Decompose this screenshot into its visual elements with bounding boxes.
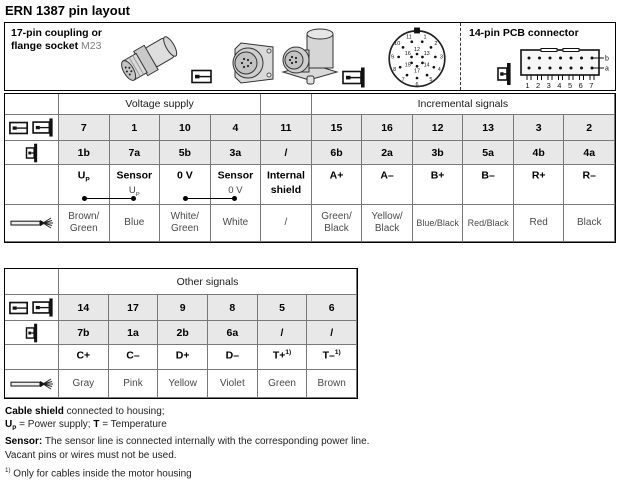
m23-pin-cell: 4 — [211, 115, 262, 141]
flange-view-icon — [342, 67, 367, 88]
svg-text:4: 4 — [437, 66, 441, 73]
section-divider — [460, 23, 461, 90]
signal-cell: R– — [564, 165, 615, 205]
signal-cell: C– — [109, 345, 159, 370]
wire-color-cell: Pink — [109, 370, 159, 398]
pcb-pin-cell: 3b — [413, 141, 464, 165]
pcb-pin-cell: 5a — [463, 141, 514, 165]
svg-text:7: 7 — [401, 77, 405, 83]
wire-color-cell: Blue/Black — [413, 205, 464, 242]
signal-cell: C+ — [59, 345, 109, 370]
pcb-pin-cell: 6a — [208, 321, 258, 345]
signal-cell: T+$^{1)}$ — [258, 345, 308, 370]
angular-flange-socket-illustration — [277, 26, 341, 88]
svg-text:8: 8 — [393, 66, 397, 73]
m23-pin-cell: 14 — [59, 295, 109, 321]
m23-pin-cell: 6 — [307, 295, 357, 321]
m23-pin-cell: 10 — [160, 115, 211, 141]
pcb-pin-cell: 1b — [59, 141, 110, 165]
svg-text:17: 17 — [413, 68, 421, 75]
other-signals-table — [4, 268, 358, 399]
mating-view-icon — [9, 301, 29, 315]
note-sensor: Sensor: The sensor line is connected internally with the corresponding power line. — [5, 436, 370, 448]
pcb-pin-cell: 3a — [211, 141, 262, 165]
footnote: $^{1)}$ Only for cables inside the motor housing — [5, 467, 192, 480]
m23-pin-cell: 5 — [258, 295, 308, 321]
wire-color-cell: White/ Green — [160, 205, 211, 242]
wire-color-cell: Yellow — [158, 370, 208, 398]
m23-pin-cell: 17 — [109, 295, 159, 321]
incremental-signals-header: Incremental signals — [312, 94, 615, 115]
pcb-view-icon — [25, 142, 39, 164]
m23-pin-cell: 2 — [564, 115, 615, 141]
coupling-connector-illustration — [113, 28, 191, 86]
svg-text:13: 13 — [423, 50, 430, 57]
pcb-pin-cell: 4b — [514, 141, 565, 165]
sensor-up-link — [83, 198, 135, 199]
flange-view-icon — [32, 118, 55, 137]
voltage-supply-header: Voltage supply — [59, 94, 261, 115]
pcb-view-icon — [497, 61, 512, 87]
signal-cell: A– — [362, 165, 413, 205]
pcb-pin-cell: 2b — [158, 321, 208, 345]
pcb-connector-label: 14-pin PCB connector — [469, 27, 579, 39]
signal-cell: D+ — [158, 345, 208, 370]
signal-cell: T–$^{1)}$ — [307, 345, 357, 370]
pcb-pin-cell: 2a — [362, 141, 413, 165]
pcb-pin-cell: / — [261, 141, 312, 165]
pcb-pin-row-icon-cell — [5, 321, 59, 345]
pcb-pin-cell: 5b — [160, 141, 211, 165]
other-signals-header: Other signals — [59, 269, 357, 295]
footer-notes — [5, 405, 369, 462]
pcb-pin-cell: / — [307, 321, 357, 345]
wire-color-row-icon-cell — [5, 205, 59, 242]
m23-pin-cell: 13 — [463, 115, 514, 141]
pcb-pin-cell: 1a — [109, 321, 159, 345]
voltage-incremental-table — [4, 93, 616, 243]
mating-view-icon — [191, 69, 213, 84]
m23-pinout-diagram — [379, 25, 455, 89]
signal-cell: R+ — [514, 165, 565, 205]
connector-overview-box — [4, 22, 616, 91]
signal-cell: Internal shield — [261, 165, 312, 205]
signal-cell: B– — [463, 165, 514, 205]
wire-color-cell: Red — [514, 205, 565, 242]
signal-row-icon-cell — [5, 165, 59, 205]
pcb-pin-cell: 7a — [110, 141, 161, 165]
header-spacer — [5, 269, 59, 295]
pcb-connector-illustration — [519, 45, 613, 89]
signal-cell: D– — [208, 345, 258, 370]
signal-cell: $U_P$ — [59, 165, 110, 205]
page-title: ERN 1387 pin layout — [5, 3, 130, 18]
m23-pin-cell: 11 — [261, 115, 312, 141]
note-cable-shield: Cable shield connected to housing; — [5, 406, 165, 417]
pcb-pin-cell: 7b — [59, 321, 109, 345]
wire-color-row-icon-cell — [5, 370, 59, 398]
m23-pin-cell: 3 — [514, 115, 565, 141]
svg-text:3: 3 — [439, 54, 443, 61]
signal-row-icon-cell — [5, 345, 59, 370]
wire-color-cell: White — [211, 205, 262, 242]
wire-color-cell: Gray — [59, 370, 109, 398]
signal-cell: B+ — [413, 165, 464, 205]
note-abbreviations: $U_P$ = Power supply; T = Temperature — [5, 419, 167, 433]
signal-cell: Sensor $U_P$ — [110, 165, 161, 205]
m23-pin-cell: 8 — [208, 295, 258, 321]
svg-text:10: 10 — [394, 40, 401, 47]
signal-cell: A+ — [312, 165, 363, 205]
mating-view-icon — [9, 121, 29, 135]
m23-pin-cell: 12 — [413, 115, 464, 141]
svg-text:1: 1 — [423, 34, 427, 41]
svg-text:14: 14 — [423, 62, 430, 69]
header-spacer — [5, 94, 59, 115]
flange-socket-illustration — [227, 37, 277, 87]
m23-pin-cell: 9 — [158, 295, 208, 321]
wire-color-cell: Blue — [110, 205, 161, 242]
svg-text:6: 6 — [415, 82, 419, 89]
svg-text:2: 2 — [434, 40, 438, 47]
m23-pin-cell: 7 — [59, 115, 110, 141]
pcb-view-icon — [25, 322, 39, 344]
m23-pin-row-icon-cell — [5, 115, 59, 141]
note-vacant-pins: Vacant pins or wires must not be used. — [5, 449, 177, 461]
wire-color-cell: Brown — [307, 370, 357, 398]
svg-text:9: 9 — [391, 54, 395, 61]
header-spacer — [261, 94, 312, 115]
wire-color-cell: Violet — [208, 370, 258, 398]
svg-text:16: 16 — [404, 50, 411, 57]
sensor-0v-link — [184, 198, 236, 199]
wire-color-cell: Green — [258, 370, 308, 398]
pcb-pin-cell: / — [258, 321, 308, 345]
wire-color-cell: Black — [564, 205, 615, 242]
m23-pin-cell: 1 — [110, 115, 161, 141]
cable-icon — [10, 216, 54, 230]
signal-cell: 0 V — [160, 165, 211, 205]
m23-pin-row-icon-cell — [5, 295, 59, 321]
flange-view-icon — [32, 298, 55, 317]
signal-cell: Sensor 0 V — [211, 165, 262, 205]
wire-color-cell: Brown/ Green — [59, 205, 110, 242]
cable-icon — [10, 377, 54, 391]
pcb-pin-cell: 6b — [312, 141, 363, 165]
wire-color-cell: Red/Black — [463, 205, 514, 242]
svg-text:1 2 3 4 5 6 7: 1 2 3 4 5 6 7 — [525, 81, 596, 89]
svg-text:b: b — [605, 55, 609, 63]
svg-text:5: 5 — [429, 77, 433, 83]
wire-color-cell: Yellow/ Black — [362, 205, 413, 242]
wire-color-cell: / — [261, 205, 312, 242]
m23-connector-label: 17-pin coupling or flange socket M23 — [11, 27, 102, 53]
svg-text:15: 15 — [404, 62, 411, 69]
svg-text:12: 12 — [413, 47, 421, 54]
pcb-pin-cell: 4a — [564, 141, 615, 165]
m23-pin-cell: 15 — [312, 115, 363, 141]
svg-text:a: a — [605, 65, 609, 73]
svg-text:11: 11 — [406, 34, 412, 41]
wire-color-cell: Green/ Black — [312, 205, 363, 242]
pcb-pin-row-icon-cell — [5, 141, 59, 165]
m23-pin-cell: 16 — [362, 115, 413, 141]
